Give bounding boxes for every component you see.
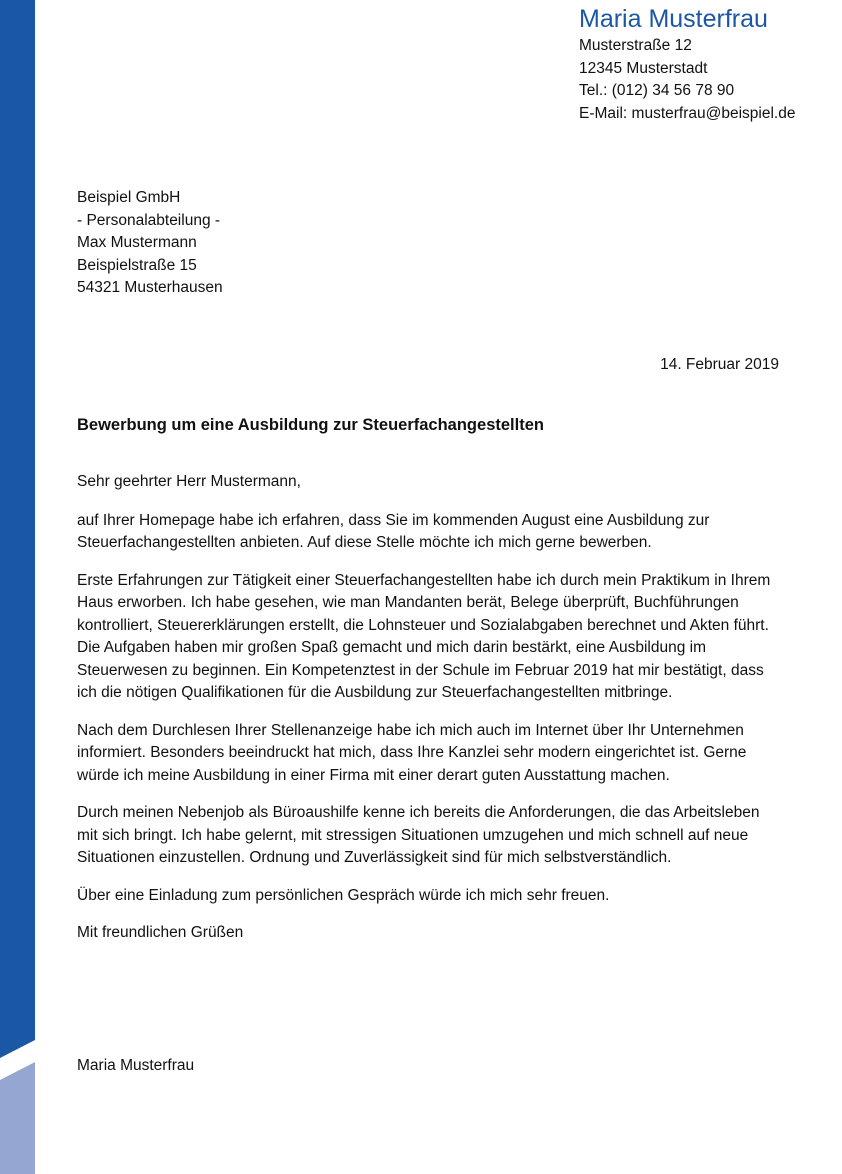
letter-subject: Bewerbung um eine Ausbildung zur Steuerfachangestellten (77, 416, 544, 434)
recipient-department: - Personalabteilung - (77, 211, 221, 229)
sender-street: Musterstraße 12 (579, 37, 692, 54)
recipient-person: Max Mustermann (77, 234, 197, 251)
recipient-city: 54321 Musterhausen (77, 279, 223, 296)
sender-name: Maria Musterfrau (579, 5, 768, 33)
paragraph-company: Nach dem Durchlesen Ihrer Stellenanzeige habe ich mich auch im Internet über Ihr Unternehmen informiert. Besonders beeindruckt hat mich, dass Ihre Kanzlei sehr modern eingerichtet ist. Gerne würde ich meine Ausbildung in einer Firma mit einer derart guten Ausstattung machen. (77, 721, 747, 784)
closing-greeting: Mit freundlichen Grüßen (77, 924, 244, 941)
recipient-street: Beispielstraße 15 (77, 256, 197, 274)
sidebar-secondary-band (0, 1062, 35, 1174)
salutation: Sehr geehrter Herr Mustermann, (77, 473, 301, 490)
sender-email: E-Mail: musterfrau@beispiel.de (579, 104, 796, 122)
sender-block (579, 4, 795, 125)
sender-phone: Tel.: (012) 34 56 78 90 (579, 82, 735, 99)
paragraph-intro: auf Ihrer Homepage habe ich erfahren, dass Sie im kommenden August eine Ausbildung zur Steuerfachangestellten anbieten. Auf diese Stelle möchte ich mich gerne bewerben. (77, 511, 710, 551)
recipient-company: Beispiel GmbH (77, 189, 181, 206)
recipient-block (77, 187, 223, 300)
paragraph-experience: Erste Erfahrungen zur Tätigkeit einer Steuerfachangestellten habe ich durch mein Praktikum in Ihrem Haus erworben. Ich habe gesehen, wie man Mandanten berät, Belege überprüft, Buchführungen kontrolliert, Steuererklärungen erstellt, die Lohnsteuer und Sozialabgaben berechnet und Akten führt. Die Aufgaben haben mir großen Spaß gemacht und mich darin bestärkt, eine Ausbildung im Steuerwesen zu beginnen. Ein Kompetenztest in der Schule im Februar 2019 hat mir bestätigt, dass ich die nötigen Qualifikationen für die Ausbildung zur Steuerfachangestellten mitbringe. (77, 571, 771, 701)
letter-date: 14. Februar 2019 (660, 356, 779, 373)
signature-name: Maria Musterfrau (77, 1057, 195, 1074)
paragraph-skills: Durch meinen Nebenjob als Büroaushilfe kenne ich bereits die Anforderungen, die das Arbeitsleben mit sich bringt. Ich habe gelernt, mit stressigen Situationen umzugehen und mich schnell auf neue Situationen einzustellen. Ordnung und Zuverlässigkeit sind für mich selbstverständlich. (77, 804, 760, 866)
sidebar-decoration (0, 0, 35, 1174)
sidebar-primary-band (0, 0, 35, 1058)
paragraph-closing: Über eine Einladung zum persönlichen Gespräch würde ich mich sehr freuen. (77, 886, 610, 904)
sidebar-graphic (0, 0, 35, 1174)
letter-body (77, 471, 777, 960)
sender-city: 12345 Musterstadt (579, 59, 708, 77)
